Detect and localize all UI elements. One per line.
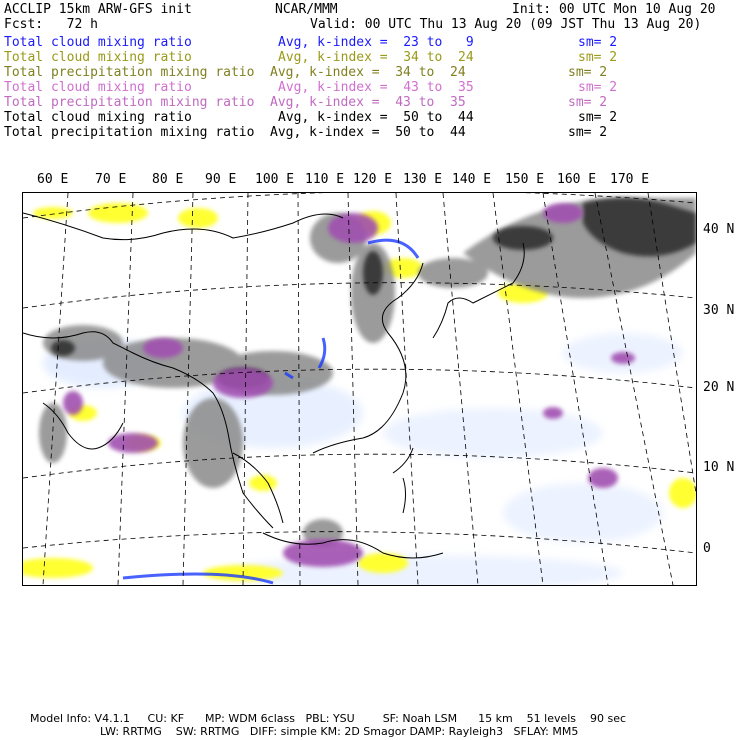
lon-label-130e: 130 E [403,172,443,187]
valid-time: Valid: 00 UTC Thu 13 Aug 20 (09 JST Thu 13 Aug 20) [310,17,702,32]
field-row-4-name: Total cloud mixing ratio [4,80,192,95]
lon-label-140e: 140 E [452,172,492,187]
lat-label-40n: 40 N [703,222,735,237]
field-row-5-name: Total precipitation mixing ratio [4,95,255,110]
lon-label-110e: 110 E [305,172,345,187]
lon-label-150e: 150 E [505,172,545,187]
lon-label-170e: 170 E [610,172,650,187]
lon-label-100e: 100 E [255,172,295,187]
forecast-hour: Fcst: 72 h [4,17,98,32]
field-row-2-name: Total cloud mixing ratio [4,50,192,65]
field-row-7-avg: Avg, k-index = 50 to 44 [270,125,466,140]
field-row-1-name: Total cloud mixing ratio [4,35,192,50]
field-row-6-name: Total cloud mixing ratio [4,110,192,125]
map-canvas [23,193,696,585]
field-row-7-sm: sm= 2 [568,125,608,140]
center-label: NCAR/MMM [275,2,338,17]
field-row-3-sm: sm= 2 [568,65,608,80]
lat-label-20n: 20 N [703,380,735,395]
field-row-4-sm: sm= 2 [578,80,618,95]
field-row-5-sm: sm= 2 [568,95,608,110]
lon-label-70e: 70 E [95,172,127,187]
model-info-line-2: LW: RRTMG SW: RRTMG DIFF: simple KM: 2D Smagor DAMP: Rayleigh3 SFLAY: MM5 [100,725,579,738]
field-row-3-avg: Avg, k-index = 34 to 24 [270,65,466,80]
field-row-2-sm: sm= 2 [578,50,618,65]
lon-label-120e: 120 E [353,172,393,187]
field-row-1-sm: sm= 2 [578,35,618,50]
lon-label-160e: 160 E [557,172,597,187]
map-panel [22,192,697,586]
field-row-7-name: Total precipitation mixing ratio [4,125,255,140]
field-row-3-name: Total precipitation mixing ratio [4,65,255,80]
field-row-6-avg: Avg, k-index = 50 to 44 [278,110,474,125]
field-row-6-sm: sm= 2 [578,110,618,125]
model-info-line-1: Model Info: V4.1.1 CU: KF MP: WDM 6class PBL: YSU SF: Noah LSM 15 km 51 levels 90 sec [30,712,627,725]
lat-label-0: 0 [703,541,711,556]
field-row-2-avg: Avg, k-index = 34 to 24 [278,50,474,65]
field-row-1-avg: Avg, k-index = 23 to 9 [278,35,474,50]
lat-label-30n: 30 N [703,303,735,318]
lat-label-10n: 10 N [703,460,735,475]
model-title: ACCLIP 15km ARW-GFS init [4,2,192,17]
field-row-5-avg: Avg, k-index = 43 to 35 [270,95,466,110]
lon-label-80e: 80 E [152,172,184,187]
lon-label-60e: 60 E [37,172,69,187]
init-time: Init: 00 UTC Mon 10 Aug 20 [512,2,716,17]
lon-label-90e: 90 E [205,172,237,187]
field-row-4-avg: Avg, k-index = 43 to 35 [278,80,474,95]
